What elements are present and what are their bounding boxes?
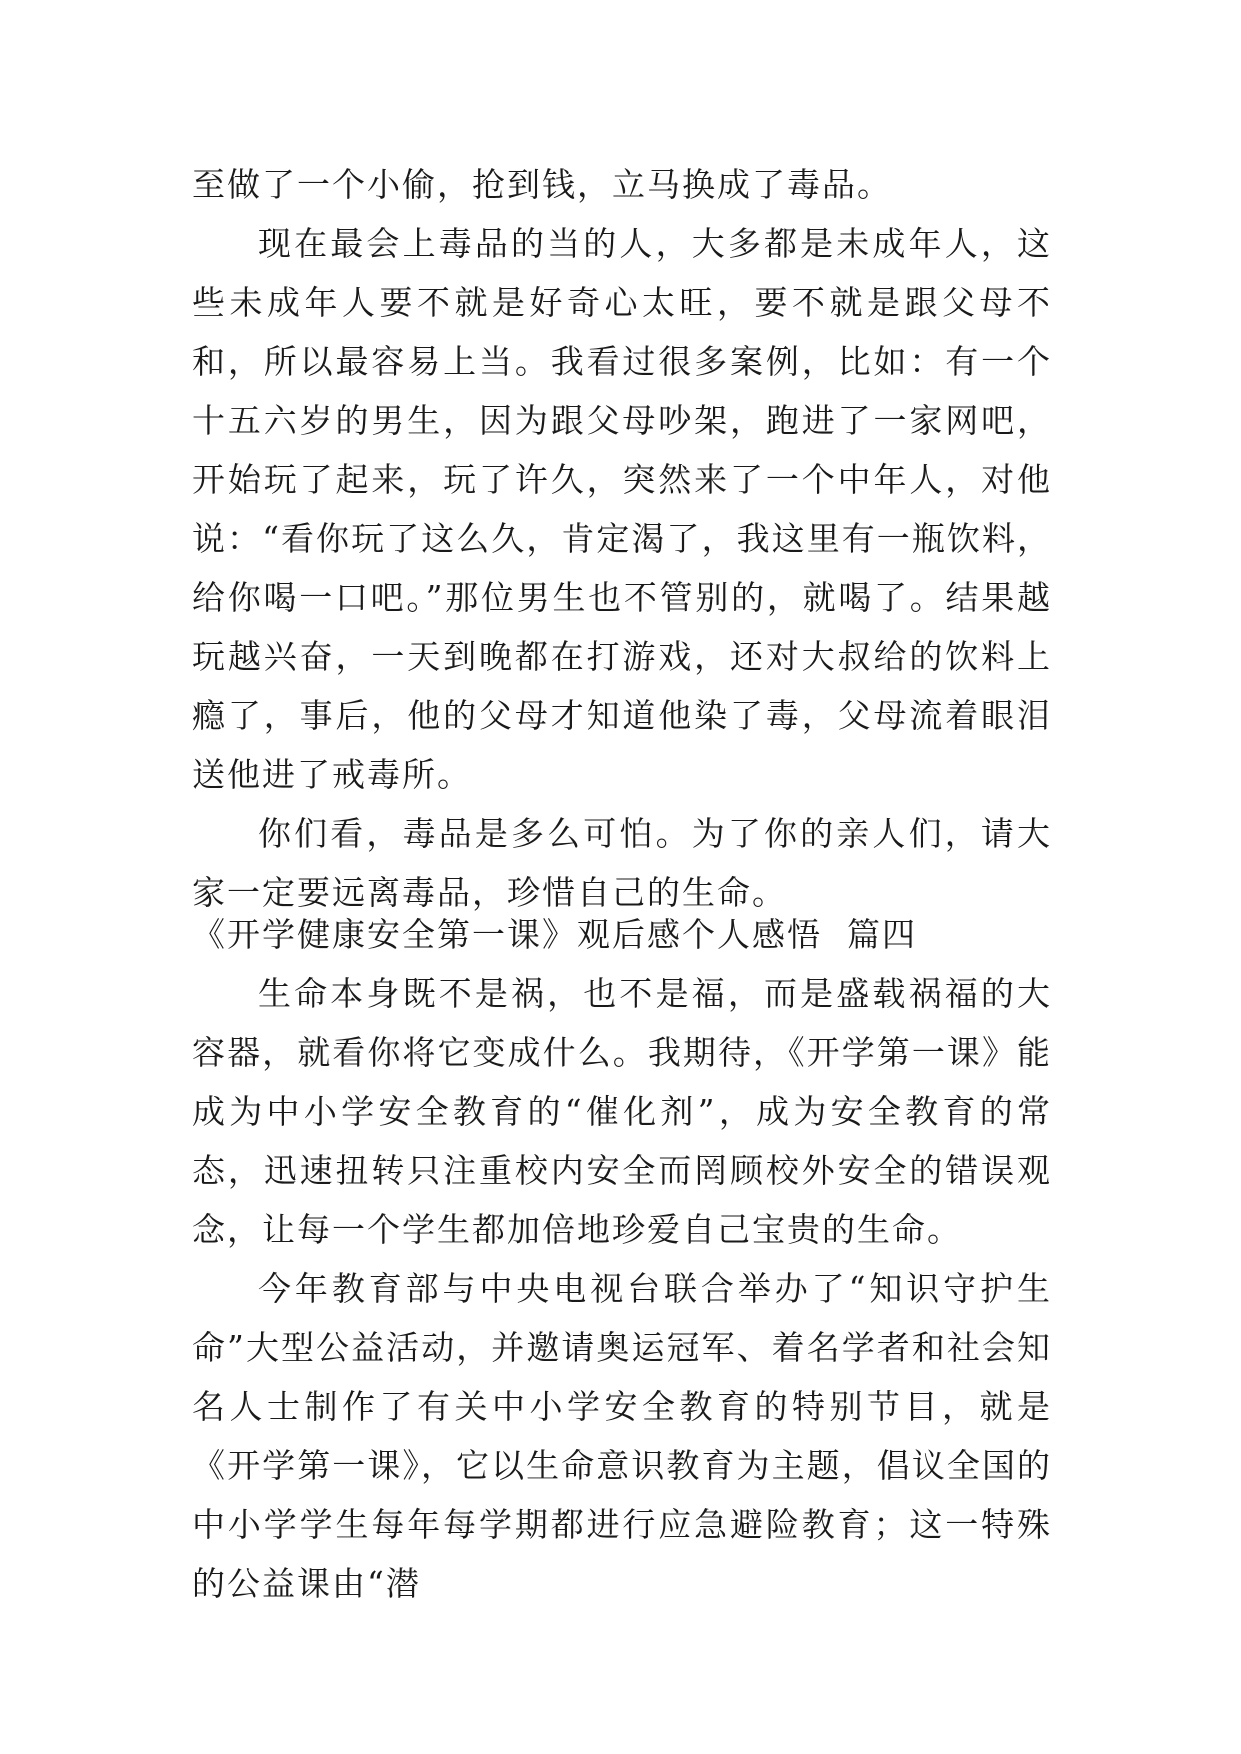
continuation-paragraph: 至做了一个小偷，抢到钱，立马换成了毒品。 <box>192 165 892 204</box>
paragraph-drug-case: 现在最会上毒品的当的人，大多都是未成年人，这些未成年人要不就是好奇心太旺，要不就是跟父母不和，所以最容易上当。我看过很多案例，比如：有一个十五六岁的男生，因为跟父母吵架，跑进了一家网吧，开始玩了起来，玩了许久，突然来了一个中年人，对他说：“看你玩了这么久，肯定渴了，我这里有一瓶饮料，给你喝一口吧。”那位男生也不管别的，就喝了。结果越玩越兴奋，一天到晚都在打游戏，还对大叔给的饮料上瘾了，事后，他的父母才知道他染了毒，父母流着眼泪送他进了戒毒所。 <box>192 224 1052 794</box>
paragraph-life-container: 生命本身既不是祸，也不是福，而是盛载祸福的大容器，就看你将它变成什么。我期待，《开学第一课》能成为中小学安全教育的“催化剂”，成为安全教育的常态，迅速扭转只注重校内安全而罔顾校外安全的错误观念，让每一个学生都加倍地珍爱自己宝贵的生命。 <box>192 974 1052 1249</box>
paragraph-stay-away-from-drugs: 你们看，毒品是多么可怕。为了你的亲人们，请大家一定要远离毒品，珍惜自己的生命。 <box>192 814 1052 912</box>
text-block-upper <box>192 155 1052 922</box>
text-block-section-four <box>192 905 1052 1613</box>
paragraph-public-welfare-program: 今年教育部与中央电视台联合举办了“知识守护生命”大型公益活动，并邀请奥运冠军、着名学者和社会知名人士制作了有关中小学安全教育的特别节目，就是《开学第一课》，它以生命意识教育为主题，倡议全国的中小学学生每年每学期都进行应急避险教育；这一特殊的公益课由“潜 <box>192 1269 1052 1603</box>
section-heading: 《开学健康安全第一课》观后感个人感悟 篇四 <box>192 915 917 954</box>
